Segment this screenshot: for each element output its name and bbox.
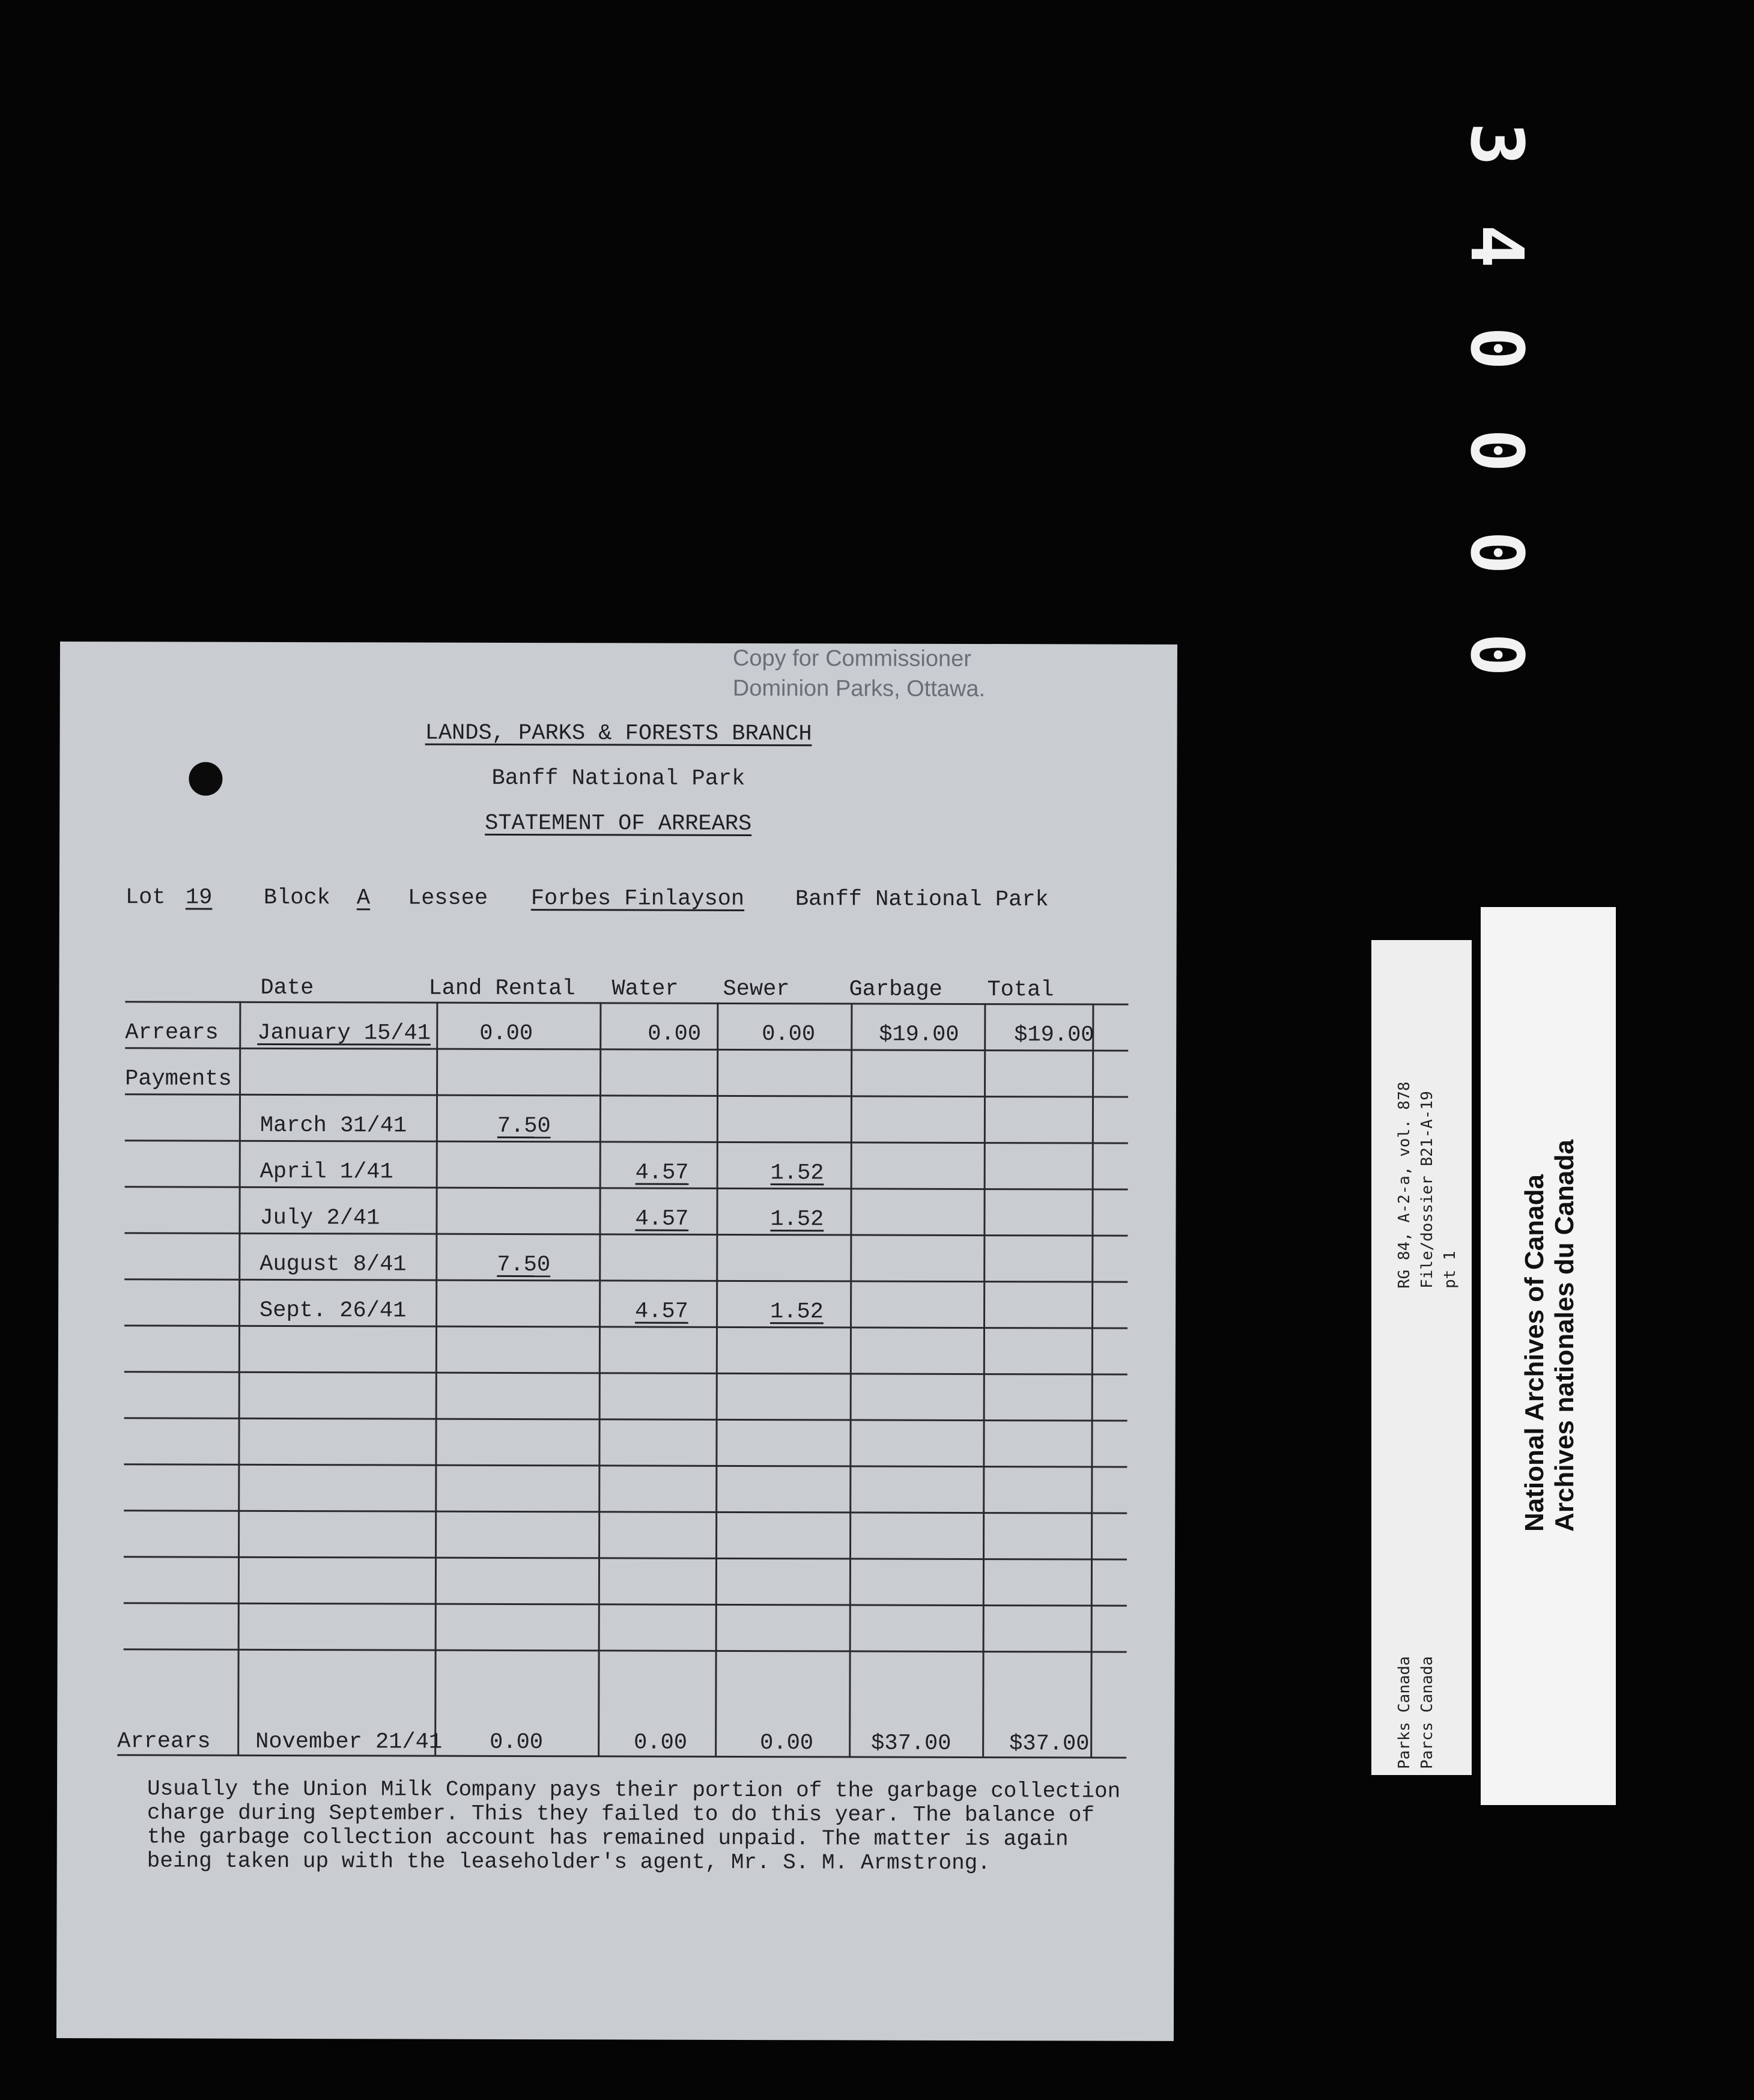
frame-digit: 4 xyxy=(1454,224,1538,269)
row-water: 0.00 xyxy=(634,1730,688,1756)
grid-line xyxy=(124,1278,1127,1282)
row-total: $19.00 xyxy=(1014,1022,1094,1048)
grid-line xyxy=(125,1047,1128,1051)
reference-line-1: RG 84, A-2-a, vol. 878 xyxy=(1395,1081,1413,1288)
grid-line xyxy=(124,1602,1127,1606)
park-heading: Banff National Park xyxy=(491,765,745,792)
grid-line xyxy=(125,1186,1128,1190)
row-land-rental: 0.00 xyxy=(490,1729,544,1756)
row-garbage: $37.00 xyxy=(871,1731,951,1756)
header-total: Total xyxy=(987,977,1054,1003)
statement-title: STATEMENT OF ARREARS xyxy=(485,810,752,837)
payment-land-rental: 7.50 xyxy=(497,1252,551,1278)
column-rule xyxy=(715,1003,718,1757)
header-land-rental: Land Rental xyxy=(428,976,575,1002)
archive-reference-card xyxy=(1371,940,1472,1775)
block-label: Block xyxy=(263,885,330,911)
grid-line xyxy=(124,1463,1127,1467)
grid-line xyxy=(125,1093,1128,1097)
column-rule xyxy=(434,1002,438,1756)
payment-sewer: 1.52 xyxy=(770,1207,824,1233)
archives-name-fr: Archives nationales du Canada xyxy=(1550,1140,1579,1532)
frame-number xyxy=(1454,114,1538,691)
reference-line-2: File/dossier B21-A-19 xyxy=(1418,1091,1436,1288)
row-sewer: 0.00 xyxy=(762,1022,816,1048)
grid-line xyxy=(124,1556,1127,1560)
grid-line xyxy=(125,1140,1128,1144)
payment-date: April 1/41 xyxy=(259,1159,393,1185)
lessee-value: Forbes Finlayson xyxy=(530,886,745,912)
payment-date: July 2/41 xyxy=(259,1205,380,1231)
frame-digit: 3 xyxy=(1454,122,1538,166)
grid-line xyxy=(124,1232,1127,1236)
branch-heading: LANDS, PARKS & FORESTS BRANCH xyxy=(425,720,812,747)
lot-label: Lot xyxy=(125,885,166,911)
location-value: Banff National Park xyxy=(795,887,1049,913)
reference-line-3: pt 1 xyxy=(1441,1251,1459,1288)
column-rule xyxy=(1090,1004,1094,1758)
grid-line xyxy=(117,1754,1126,1758)
frame-digit: 0 xyxy=(1454,530,1538,575)
grid-line xyxy=(124,1371,1127,1375)
row-label: Arrears xyxy=(117,1729,211,1755)
payment-date: Sept. 26/41 xyxy=(259,1297,407,1324)
header-sewer: Sewer xyxy=(723,976,790,1003)
stamp-line-1: Copy for Commissioner xyxy=(732,645,971,672)
frame-digit: 0 xyxy=(1454,428,1538,473)
grid-line xyxy=(124,1325,1127,1329)
payment-date: March 31/41 xyxy=(259,1112,407,1139)
header-date: Date xyxy=(260,975,314,1001)
payment-land-rental: 7.50 xyxy=(497,1113,551,1140)
copy-stamp xyxy=(733,643,986,704)
explanatory-note: Usually the Union Milk Company pays their portion of the garbage collection charge during September. This they failed to do this year. The balance of the garbage collection account has remained unpaid. The matter is again being taken up with the leaseholder's agent, Mr. S. M. Armstrong. xyxy=(147,1776,1133,1876)
header-garbage: Garbage xyxy=(849,977,942,1003)
row-date: November 21/41 xyxy=(255,1729,443,1755)
row-sewer: 0.00 xyxy=(760,1731,814,1756)
payment-water: 4.57 xyxy=(635,1206,689,1232)
grid-line xyxy=(124,1510,1127,1514)
payment-sewer: 1.52 xyxy=(770,1299,824,1325)
payment-water: 4.57 xyxy=(635,1160,689,1186)
lessee-label: Lessee xyxy=(407,885,488,911)
agency-en: Parks Canada xyxy=(1395,1656,1413,1769)
header-water: Water xyxy=(611,976,679,1002)
column-rule xyxy=(849,1003,852,1757)
lot-value: 19 xyxy=(185,885,213,911)
archives-name-en: National Archives of Canada xyxy=(1520,1174,1549,1532)
document-page xyxy=(56,642,1177,2041)
grid-line xyxy=(124,1417,1127,1421)
block-value: A xyxy=(356,885,371,911)
agency-fr: Parcs Canada xyxy=(1418,1656,1436,1769)
row-water: 0.00 xyxy=(648,1021,702,1047)
frame-digit: 0 xyxy=(1454,633,1538,677)
grid-line xyxy=(124,1648,1127,1652)
row-land-rental: 0.00 xyxy=(479,1021,533,1047)
frame-digit: 0 xyxy=(1454,326,1538,371)
table-grid xyxy=(60,642,1177,645)
row-date: January 15/41 xyxy=(257,1020,431,1046)
payment-date: August 8/41 xyxy=(259,1251,407,1278)
column-rule xyxy=(982,1003,986,1758)
payment-water: 4.57 xyxy=(635,1299,688,1325)
row-label: Arrears xyxy=(125,1020,219,1046)
stamp-line-2: Dominion Parks, Ottawa. xyxy=(732,675,986,702)
column-rule xyxy=(237,1001,241,1756)
archives-name-card xyxy=(1481,907,1616,1805)
row-total: $37.00 xyxy=(1009,1731,1090,1757)
payment-sewer: 1.52 xyxy=(770,1161,824,1186)
column-rule xyxy=(598,1002,601,1756)
payments-label: Payments xyxy=(125,1066,232,1092)
row-garbage: $19.00 xyxy=(879,1022,959,1048)
